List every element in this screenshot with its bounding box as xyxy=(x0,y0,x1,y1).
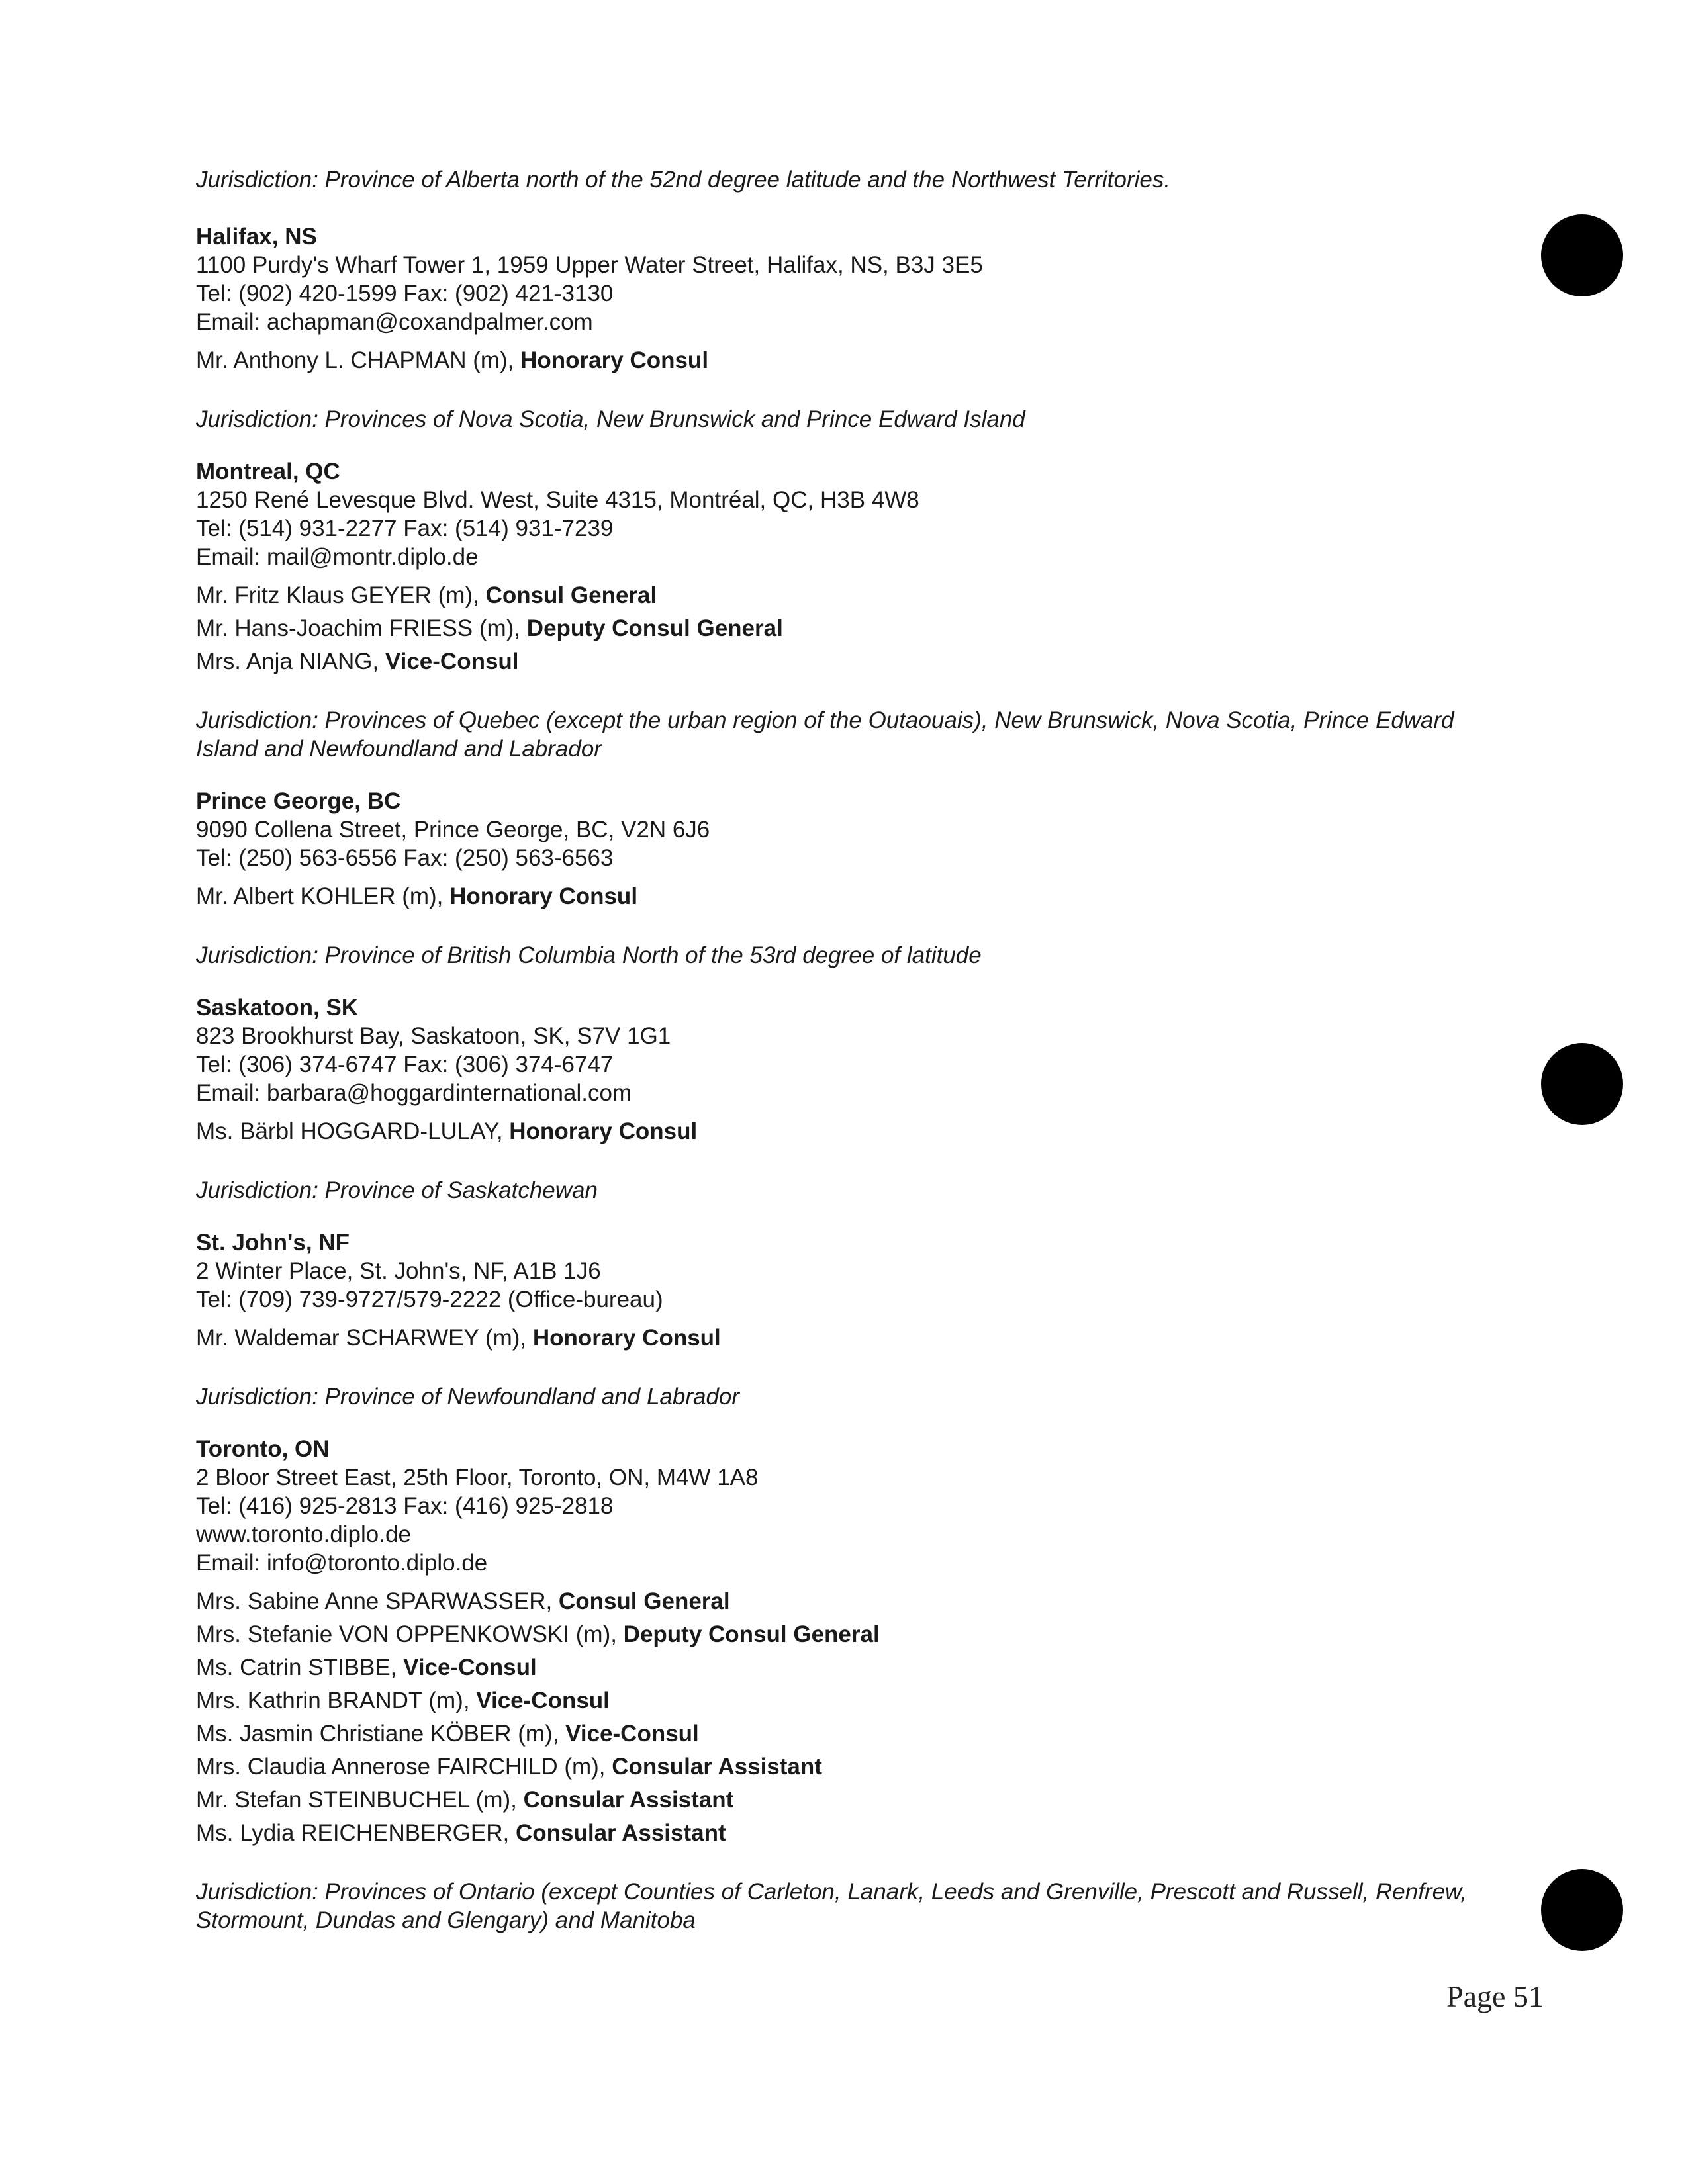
staff-list xyxy=(196,1585,1487,1850)
office-city-heading: St. John's, NF xyxy=(196,1230,350,1255)
staff-list xyxy=(196,1115,1487,1148)
staff-title: Honorary Consul xyxy=(520,347,709,373)
office-city-heading: Toronto, ON xyxy=(196,1436,330,1462)
staff-title: Vice-Consul xyxy=(403,1655,537,1680)
office-contact-line: Email: achapman@coxandpalmer.com xyxy=(196,309,593,335)
staff-list xyxy=(196,880,1487,913)
staff-member xyxy=(196,1817,1487,1850)
staff-name: Ms. Catrin STIBBE, xyxy=(196,1655,404,1680)
office-entry xyxy=(196,1228,1487,1411)
office-contact-line: Tel: (250) 563-6556 Fax: (250) 563-6563 xyxy=(196,845,614,871)
office-entry xyxy=(196,1435,1487,1934)
binder-hole-middle xyxy=(1541,1043,1623,1125)
staff-member xyxy=(196,1717,1487,1751)
staff-name: Mr. Hans-Joachim FRIESS (m), xyxy=(196,615,527,641)
staff-member xyxy=(196,579,1487,612)
staff-member xyxy=(196,645,1487,678)
staff-name: Mr. Albert KOHLER (m), xyxy=(196,884,450,909)
office-list xyxy=(196,222,1487,1934)
office-entry xyxy=(196,993,1487,1205)
page-number: Page 51 xyxy=(1446,1979,1544,2013)
jurisdiction-note: Jurisdiction: Provinces of Quebec (except the urban region of the Outaouais), New Brunswick, Nova Scotia, Prince Edward Island and Newfoundland and Labrador xyxy=(196,707,1454,762)
staff-member xyxy=(196,1651,1487,1684)
staff-name: Mrs. Anja NIANG, xyxy=(196,649,385,674)
staff-member xyxy=(196,344,1487,377)
staff-list xyxy=(196,579,1487,678)
staff-name: Ms. Bärbl HOGGARD-LULAY, xyxy=(196,1118,510,1144)
staff-list xyxy=(196,344,1487,377)
office-contact-line: Tel: (902) 420-1599 Fax: (902) 421-3130 xyxy=(196,281,614,306)
staff-title: Vice-Consul xyxy=(565,1721,699,1747)
staff-member xyxy=(196,1585,1487,1618)
staff-name: Mr. Fritz Klaus GEYER (m), xyxy=(196,582,486,608)
office-contact-line: www.toronto.diplo.de xyxy=(196,1522,411,1547)
staff-member xyxy=(196,1784,1487,1817)
office-contact-line: 1250 René Levesque Blvd. West, Suite 4315, Montréal, QC, H3B 4W8 xyxy=(196,487,919,513)
staff-name: Mrs. Kathrin BRANDT (m), xyxy=(196,1688,477,1713)
binder-hole-bottom xyxy=(1541,1869,1623,1951)
office-contact-line: 1100 Purdy's Wharf Tower 1, 1959 Upper Water Street, Halifax, NS, B3J 3E5 xyxy=(196,252,983,278)
staff-title: Deputy Consul General xyxy=(526,615,783,641)
office-contact-line: Tel: (709) 739-9727/579-2222 (Office-bureau) xyxy=(196,1287,663,1312)
jurisdiction-note: Jurisdiction: Province of Newfoundland and Labrador xyxy=(196,1384,740,1410)
staff-member xyxy=(196,1322,1487,1355)
jurisdiction-note: Jurisdiction: Provinces of Ontario (except Counties of Carleton, Lanark, Leeds and Grenville, Prescott and Russell, Renfrew, Stormount, Dundas and Glengary) and Manitoba xyxy=(196,1879,1468,1933)
office-contact-line: Email: mail@montr.diplo.de xyxy=(196,544,479,570)
staff-name: Mr. Stefan STEINBUCHEL (m), xyxy=(196,1787,524,1813)
office-contact-line: Tel: (514) 931-2277 Fax: (514) 931-7239 xyxy=(196,516,614,541)
jurisdiction-note: Jurisdiction: Province of British Columbia North of the 53rd degree of latitude xyxy=(196,942,982,968)
jurisdiction-note: Jurisdiction: Province of Saskatchewan xyxy=(196,1177,598,1203)
binder-hole-top xyxy=(1541,214,1623,296)
staff-title: Honorary Consul xyxy=(532,1325,721,1351)
office-contact-line: 2 Bloor Street East, 25th Floor, Toronto, ON, M4W 1A8 xyxy=(196,1465,759,1490)
staff-name: Mrs. Sabine Anne SPARWASSER, xyxy=(196,1588,559,1614)
office-contact-line: Email: info@toronto.diplo.de xyxy=(196,1550,488,1576)
office-city-heading: Saskatoon, SK xyxy=(196,995,359,1021)
staff-title: Vice-Consul xyxy=(476,1688,610,1713)
staff-title: Deputy Consul General xyxy=(623,1621,880,1647)
office-contact-line: 2 Winter Place, St. John's, NF, A1B 1J6 xyxy=(196,1258,601,1284)
staff-title: Consul General xyxy=(558,1588,730,1614)
jurisdiction-note: Jurisdiction: Provinces of Nova Scotia, New Brunswick and Prince Edward Island xyxy=(196,406,1025,432)
staff-name: Mr. Waldemar SCHARWEY (m), xyxy=(196,1325,533,1351)
staff-member xyxy=(196,1115,1487,1148)
staff-title: Honorary Consul xyxy=(449,884,638,909)
office-city-heading: Prince George, BC xyxy=(196,788,401,814)
office-city-heading: Montreal, QC xyxy=(196,459,340,484)
staff-list xyxy=(196,1322,1487,1355)
staff-name: Mrs. Stefanie VON OPPENKOWSKI (m), xyxy=(196,1621,624,1647)
office-contact-line: 823 Brookhurst Bay, Saskatoon, SK, S7V 1G1 xyxy=(196,1023,671,1049)
office-entry xyxy=(196,457,1487,763)
office-contact-line: Tel: (306) 374-6747 Fax: (306) 374-6747 xyxy=(196,1052,614,1077)
staff-member xyxy=(196,1684,1487,1717)
office-entry xyxy=(196,787,1487,970)
staff-title: Consular Assistant xyxy=(612,1754,822,1780)
staff-name: Ms. Lydia REICHENBERGER, xyxy=(196,1820,516,1846)
office-contact-line: 9090 Collena Street, Prince George, BC, V2N 6J6 xyxy=(196,817,710,842)
staff-name: Mr. Anthony L. CHAPMAN (m), xyxy=(196,347,521,373)
office-entry xyxy=(196,222,1487,433)
staff-title: Honorary Consul xyxy=(509,1118,698,1144)
staff-member xyxy=(196,1618,1487,1651)
staff-title: Consular Assistant xyxy=(523,1787,734,1813)
staff-name: Mrs. Claudia Annerose FAIRCHILD (m), xyxy=(196,1754,612,1780)
document-body xyxy=(196,165,1487,1958)
office-contact-line: Tel: (416) 925-2813 Fax: (416) 925-2818 xyxy=(196,1493,614,1519)
staff-title: Consul General xyxy=(485,582,657,608)
office-city-heading: Halifax, NS xyxy=(196,224,317,250)
office-contact-line: Email: barbara@hoggardinternational.com xyxy=(196,1080,632,1106)
staff-member xyxy=(196,1751,1487,1784)
intro-jurisdiction: Jurisdiction: Province of Alberta north of the 52nd degree latitude and the Northwest Territories. xyxy=(196,167,1171,193)
staff-member xyxy=(196,880,1487,913)
staff-title: Vice-Consul xyxy=(385,649,519,674)
staff-title: Consular Assistant xyxy=(515,1820,726,1846)
staff-member xyxy=(196,612,1487,645)
staff-name: Ms. Jasmin Christiane KÖBER (m), xyxy=(196,1721,566,1747)
